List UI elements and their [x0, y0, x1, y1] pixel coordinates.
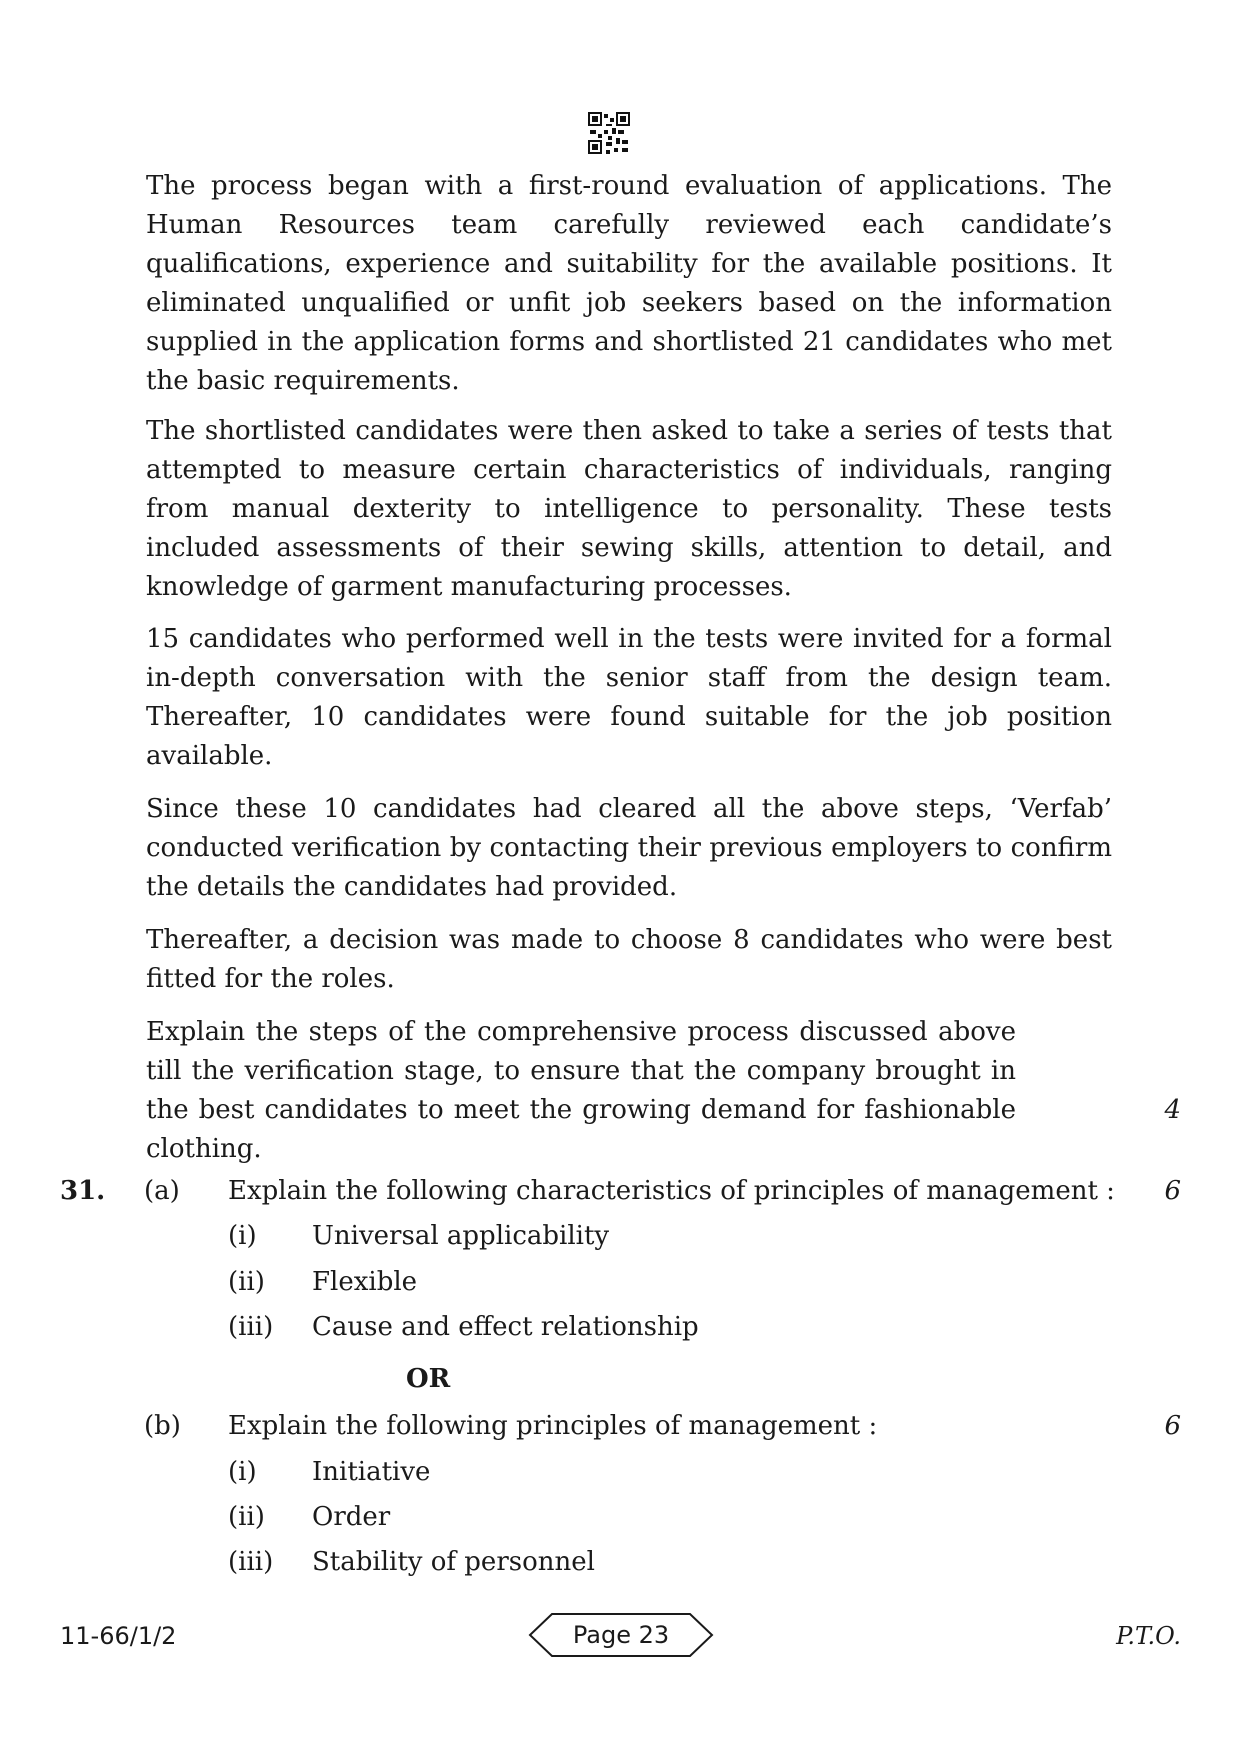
part-a-text: Explain the following characteristics of principles of management : — [228, 1176, 1115, 1206]
part-b-item-num: (iii) — [228, 1547, 274, 1577]
case-paragraph-4: Since these 10 candidates had cleared all the above steps, ‘Verfab’ conducted verification by contacting their previous employers to confirm the details the candidates had provided. — [146, 794, 1112, 902]
part-b-marks: 6 — [1164, 1411, 1181, 1441]
part-b-item-text: Order — [312, 1502, 391, 1532]
part-b-item-num: (i) — [228, 1457, 257, 1487]
part-a-item-num: (ii) — [228, 1267, 265, 1297]
paper-code: 11-66/1/2 — [60, 1622, 177, 1650]
part-a-item-num: (iii) — [228, 1312, 274, 1342]
question-prompt: Explain the steps of the comprehensive process discussed above till the verification stage, to ensure that the company brought in the best candidates to meet the growing demand for fashionable clothing. — [146, 1017, 1016, 1164]
part-a-item-text: Universal applicability — [312, 1221, 610, 1251]
page-number-label: Page 23 — [572, 1621, 670, 1649]
part-b-item-num: (ii) — [228, 1502, 265, 1532]
case-paragraph-5: Thereafter, a decision was made to choose 8 candidates who were best fitted for the roles. — [146, 925, 1112, 994]
qr-code-icon — [588, 112, 630, 154]
question-30-marks: 4 — [1164, 1095, 1181, 1125]
page-number-badge — [528, 1612, 714, 1658]
part-a-marks: 6 — [1164, 1176, 1181, 1206]
or-divider: OR — [406, 1364, 451, 1394]
part-a-item-text: Flexible — [312, 1267, 418, 1297]
part-a-item-num: (i) — [228, 1221, 257, 1251]
part-b-label: (b) — [144, 1411, 181, 1441]
case-paragraph-3: 15 candidates who performed well in the tests were invited for a formal in-depth conversation with the senior staff from the design team. Thereafter, 10 candidates were found suitable for the job position available. — [146, 624, 1112, 771]
question-number: 31. — [60, 1176, 106, 1206]
part-a-item-text: Cause and effect relationship — [312, 1312, 699, 1342]
please-turn-over: P.T.O. — [1116, 1622, 1181, 1650]
case-paragraph-1: The process began with a first-round evaluation of applications. The Human Resources team carefully reviewed each candidate’s qualifications, experience and suitability for the available positions. It eliminated unqualified or unfit job seekers based on the information supplied in the application forms and shortlisted 21 candidates who met the basic requirements. — [146, 171, 1112, 396]
part-b-item-text: Initiative — [312, 1457, 431, 1487]
part-b-text: Explain the following principles of management : — [228, 1411, 878, 1441]
part-b-item-text: Stability of personnel — [312, 1547, 595, 1577]
part-a-label: (a) — [144, 1176, 180, 1206]
case-paragraph-2: The shortlisted candidates were then asked to take a series of tests that attempted to measure certain characteristics of individuals, ranging from manual dexterity to intelligence to personality. These tests included assessments of their sewing skills, attention to detail, and knowledge of garment manufacturing processes. — [146, 416, 1112, 602]
